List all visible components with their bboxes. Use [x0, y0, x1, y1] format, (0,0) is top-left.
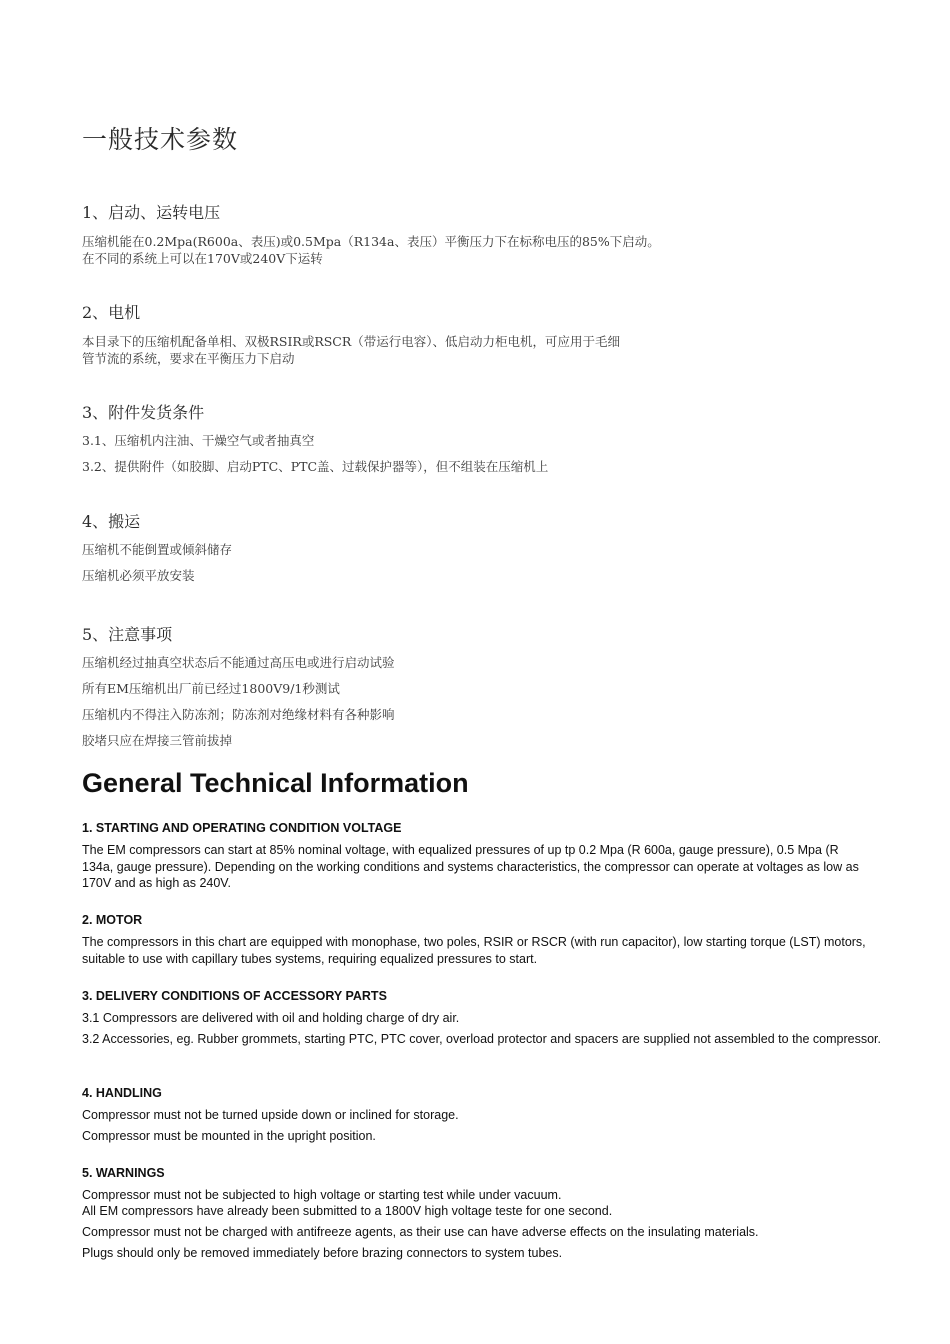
en-section-2-heading: 2. MOTOR	[82, 913, 143, 927]
en-section-3-item-2: 3.2 Accessories, eg. Rubber grommets, starting PTC, PTC cover, overload protector and spacers are supplied not assembled to the compressor.	[82, 1032, 881, 1046]
en-section-4-line-1: Compressor must not be turned upside down or inclined for storage.	[82, 1108, 459, 1122]
en-section-3-item-1: 3.1 Compressors are delivered with oil and holding charge of dry air.	[82, 1011, 460, 1025]
cn-section-4-line-1: 压缩机不能倒置或倾斜储存	[82, 542, 233, 557]
en-section-5-line-1: Compressor must not be subjected to high voltage or starting test while under vacuum.	[82, 1188, 562, 1202]
cn-section-5-line-2: 所有EM压缩机出厂前已经过1800V9/1秒测试	[82, 681, 340, 696]
en-section-5-line-4: Plugs should only be removed immediately before brazing connectors to system tubes.	[82, 1246, 563, 1260]
en-section-2-text: The compressors in this chart are equipped with monophase, two poles, RSIR or RSCR (with run capacitor), low starting torque (LST) motors, suitable to use with capillary tubes systems, requiring equalized pressures to start.	[82, 935, 866, 966]
cn-section-1-text	[82, 233, 722, 267]
cn-section-5-heading: 5、注意事项	[82, 625, 173, 644]
en-section-5-line-2: All EM compressors have already been submitted to a 1800V high voltage teste for one second.	[82, 1204, 613, 1218]
en-section-3-heading: 3. DELIVERY CONDITIONS OF ACCESSORY PARTS	[82, 989, 387, 1003]
cn-section-2-line-2: 管节流的系统，要求在平衡压力下启动	[82, 351, 295, 366]
cn-section-4-heading: 4、搬运	[82, 512, 141, 531]
cn-section-2-heading: 2、电机	[82, 303, 141, 322]
cn-section-3-item-1: 3.1、压缩机内注油、干燥空气或者抽真空	[82, 433, 315, 448]
cn-section-1-line-1: 压缩机能在0.2Mpa(R600a、表压)或0.5Mpa（R134a、表压）平衡压力下在标称电压的85%下启动。	[82, 234, 660, 249]
cn-section-1-heading: 1、启动、运转电压	[82, 203, 221, 222]
cn-section-2-text	[82, 333, 722, 367]
en-section-4-line-2: Compressor must be mounted in the upright position.	[82, 1129, 376, 1143]
cn-section-3-heading: 3、附件发货条件	[82, 403, 205, 422]
cn-section-2-line-1: 本目录下的压缩机配备单相、双极RSIR或RSCR（带运行电容）、低启动力柜电机，可应用于毛细	[82, 334, 621, 349]
cn-page-title: 一般技术参数	[82, 125, 239, 154]
cn-section-1-line-2: 在不同的系统上可以在170V或240V下运转	[82, 251, 323, 266]
cn-section-5-line-1: 压缩机经过抽真空状态后不能通过高压电或进行启动试验	[82, 655, 395, 670]
en-section-1-heading: 1. STARTING AND OPERATING CONDITION VOLTAGE	[82, 821, 402, 835]
en-section-5-line-3: Compressor must not be charged with antifreeze agents, as their use can have adverse effects on the insulating materials.	[82, 1225, 759, 1239]
cn-section-5-line-3: 压缩机内不得注入防冻剂；防冻剂对绝缘材料有各种影响	[82, 707, 395, 722]
en-section-1-text: The EM compressors can start at 85% nominal voltage, with equalized pressures of up tp 0.2 Mpa (R 600a, gauge pressure), 0.5 Mpa (R 134a, gauge pressure). Depending on the working conditions and systems characteristics, the compressor can operate at voltages as low as 170V and as high as 240V.	[82, 843, 859, 890]
en-page-title: General Technical Information	[82, 768, 469, 798]
en-section-5-heading: 5. WARNINGS	[82, 1166, 165, 1180]
en-section-4-heading: 4. HANDLING	[82, 1086, 162, 1100]
cn-section-4-line-2: 压缩机必须平放安装	[82, 568, 195, 583]
cn-section-5-line-4: 胶堵只应在焊接三管前拔掉	[82, 733, 233, 748]
cn-section-3-item-2: 3.2、提供附件（如胶脚、启动PTC、PTC盖、过载保护器等），但不组装在压缩机上	[82, 459, 549, 474]
